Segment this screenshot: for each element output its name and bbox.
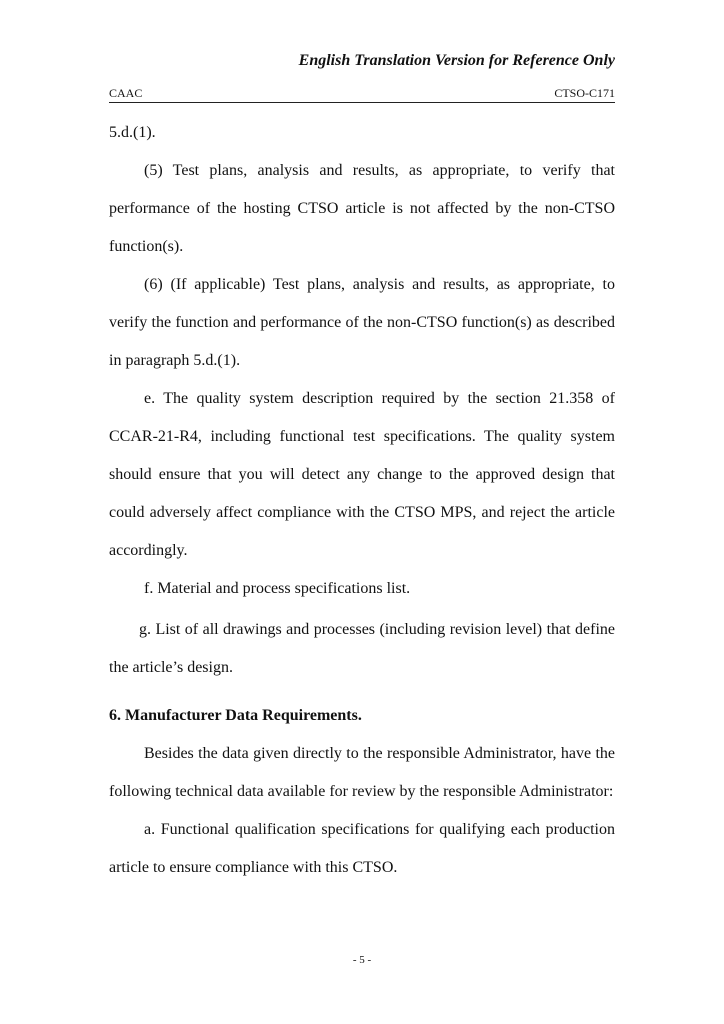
- paragraph-item-6: (6) (If applicable) Test plans, analysis and results, as appropriate, to verify the function and performance of the non-CTSO function(s) as described in paragraph 5.d.(1).: [109, 276, 615, 369]
- translation-notice: English Translation Version for Reference Only: [298, 52, 615, 69]
- paragraph-item-g: g. List of all drawings and processes (including revision level) that define the article’s design.: [109, 621, 615, 676]
- page-header: [109, 86, 615, 103]
- paragraph-item-f: f. Material and process specifications list.: [144, 580, 411, 597]
- body-text: [109, 114, 615, 887]
- paragraph-section-6-intro: Besides the data given directly to the responsible Administrator, have the following technical data available for review by the responsible Administrator:: [109, 745, 615, 800]
- section-heading-6: 6. Manufacturer Data Requirements.: [109, 707, 362, 724]
- paragraph-item-e: e. The quality system description required by the section 21.358 of CCAR-21-R4, including functional test specifications. The quality system should ensure that you will detect any change to the approved design that could adversely affect compliance with the CTSO MPS, and reject the article accordingly.: [109, 390, 615, 559]
- page-number: - 5 -: [352, 954, 372, 966]
- paragraph-continuation: 5.d.(1).: [109, 124, 156, 141]
- header-organization: CAAC: [109, 86, 143, 100]
- header-document-id: CTSO-C171: [554, 86, 615, 100]
- paragraph-item-5: (5) Test plans, analysis and results, as appropriate, to verify that performance of the hosting CTSO article is not affected by the non-CTSO function(s).: [109, 162, 615, 255]
- paragraph-item-a: a. Functional qualification specifications for qualifying each production article to ensure compliance with this CTSO.: [109, 821, 615, 876]
